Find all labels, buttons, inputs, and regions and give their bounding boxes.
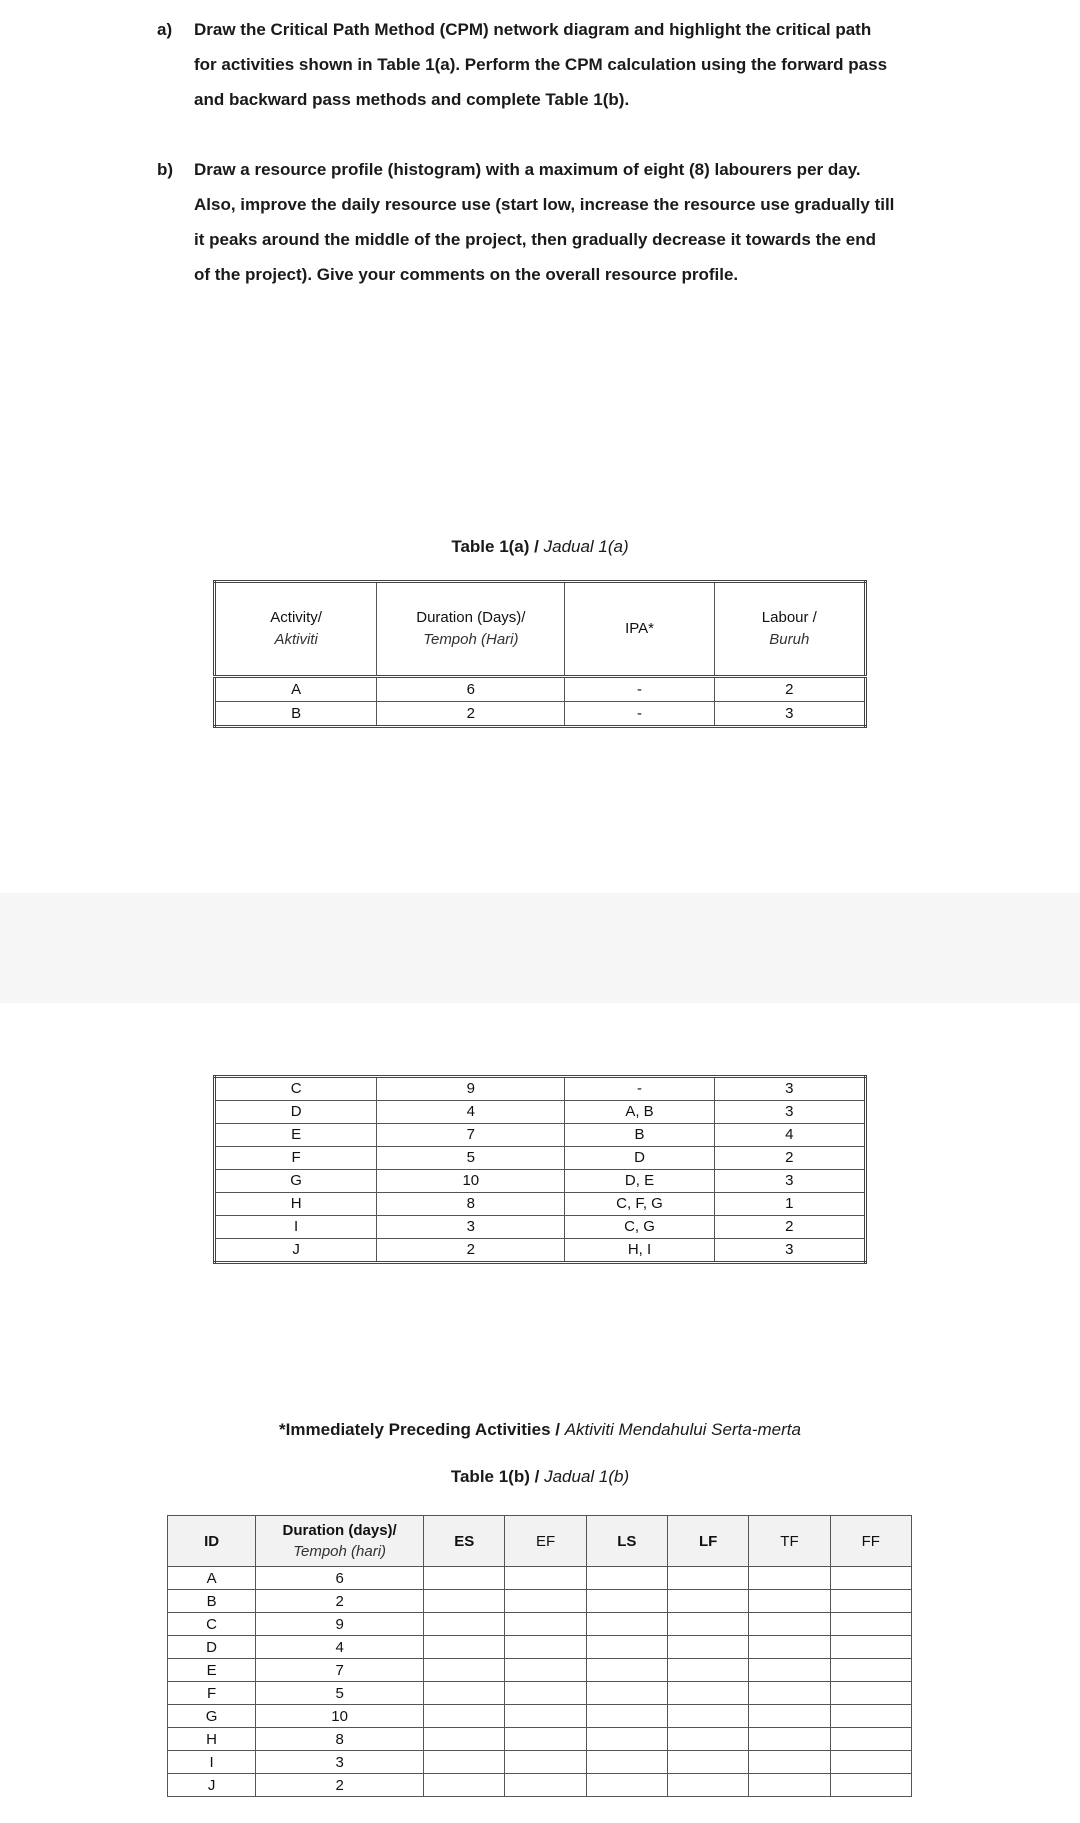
cell-activity: E (215, 1124, 377, 1147)
cell-labour: 3 (714, 1239, 865, 1263)
cell-activity: C (215, 1077, 377, 1101)
cell-ipa: - (565, 702, 714, 727)
cell-ef[interactable] (505, 1774, 586, 1797)
table-row (168, 1682, 912, 1705)
cell-activity: H (215, 1193, 377, 1216)
header-duration-my: Tempoh (Hari) (423, 631, 519, 648)
cell-id: A (168, 1567, 256, 1590)
cell-ipa: D, E (565, 1170, 714, 1193)
cell-duration: 5 (256, 1682, 424, 1705)
cell-ipa: B (565, 1124, 714, 1147)
cell-ff[interactable] (830, 1705, 911, 1728)
table-row (168, 1636, 912, 1659)
table-row (215, 677, 866, 702)
header-labour-en: Labour / (761, 609, 817, 626)
cell-ipa: D (565, 1147, 714, 1170)
header-labour-my: Buruh (769, 631, 810, 648)
cell-lf[interactable] (668, 1751, 749, 1774)
cell-lf[interactable] (668, 1590, 749, 1613)
cell-ef[interactable] (505, 1705, 586, 1728)
cell-activity: G (215, 1170, 377, 1193)
cell-duration: 8 (377, 1193, 565, 1216)
cell-ff[interactable] (830, 1774, 911, 1797)
cell-labour: 3 (714, 1170, 865, 1193)
header-ipa (565, 582, 714, 677)
cell-activity: B (215, 702, 377, 727)
cell-id: I (168, 1751, 256, 1774)
question-b-line: it peaks around the middle of the project, then gradually decrease it towards the end (194, 230, 877, 249)
table-header-row (215, 582, 866, 677)
header-es-text: ES (454, 1532, 475, 1550)
cell-lf[interactable] (668, 1705, 749, 1728)
header-id-text: ID (204, 1532, 220, 1550)
table-row (168, 1567, 912, 1590)
cell-ff[interactable] (830, 1659, 911, 1682)
table-1a-caption-en: Table 1(a) / (451, 537, 539, 556)
table-row (168, 1613, 912, 1636)
cell-lf[interactable] (668, 1774, 749, 1797)
header-lf-text: LF (698, 1532, 718, 1550)
header-id (168, 1516, 256, 1567)
cell-labour: 3 (714, 702, 865, 727)
header-duration (377, 582, 565, 677)
cell-ef[interactable] (505, 1751, 586, 1774)
cell-ff[interactable] (830, 1751, 911, 1774)
question-b-line: Draw a resource profile (histogram) with a maximum of eight (8) labourers per day. (194, 160, 861, 179)
cell-ipa: C, F, G (565, 1193, 714, 1216)
cell-id: C (168, 1613, 256, 1636)
cell-lf[interactable] (668, 1636, 749, 1659)
cell-tf[interactable] (749, 1728, 830, 1751)
cell-es[interactable] (424, 1751, 505, 1774)
cell-ls[interactable] (586, 1705, 667, 1728)
cell-duration: 9 (256, 1613, 424, 1636)
question-a (157, 12, 960, 117)
footnote-my: Aktiviti Mendahului Serta-merta (564, 1420, 801, 1439)
table-1b-caption (0, 1467, 1080, 1487)
table-1a-bottom (213, 1075, 867, 1264)
header-activity-en: Activity/ (270, 609, 322, 626)
cell-duration: 2 (377, 702, 565, 727)
table-row (168, 1705, 912, 1728)
cell-ls[interactable] (586, 1751, 667, 1774)
cell-duration: 8 (256, 1728, 424, 1751)
cell-ls[interactable] (586, 1590, 667, 1613)
table-1b-caption-en: Table 1(b) / (450, 1467, 540, 1486)
cell-duration: 3 (256, 1751, 424, 1774)
question-b (157, 152, 960, 292)
question-b-line: Also, improve the daily resource use (start low, increase the resource use gradually till (194, 195, 895, 214)
cell-duration: 2 (256, 1590, 424, 1613)
table-row (215, 1077, 866, 1101)
cell-ff[interactable] (830, 1682, 911, 1705)
table-row (168, 1774, 912, 1797)
cell-duration: 2 (377, 1239, 565, 1263)
cell-ls[interactable] (586, 1636, 667, 1659)
cell-es[interactable] (424, 1705, 505, 1728)
header-duration-en: Duration (days)/ (282, 1522, 397, 1539)
cell-tf[interactable] (749, 1659, 830, 1682)
cell-tf[interactable] (749, 1613, 830, 1636)
cell-es[interactable] (424, 1590, 505, 1613)
cell-duration: 10 (256, 1705, 424, 1728)
table-row (168, 1728, 912, 1751)
cell-ipa: A, B (565, 1101, 714, 1124)
table-row (215, 1170, 866, 1193)
table-1a-caption (0, 537, 1080, 557)
cell-es[interactable] (424, 1613, 505, 1636)
cell-ipa: C, G (565, 1216, 714, 1239)
header-duration-my: Tempoh (hari) (293, 1543, 387, 1560)
cell-tf[interactable] (749, 1636, 830, 1659)
footnote-en: *Immediately Preceding Activities / (279, 1420, 560, 1439)
cell-labour: 2 (714, 677, 865, 702)
table-row (168, 1659, 912, 1682)
cell-ef[interactable] (505, 1682, 586, 1705)
cell-ff[interactable] (830, 1728, 911, 1751)
cell-es[interactable] (424, 1774, 505, 1797)
cell-id: J (168, 1774, 256, 1797)
table-row (215, 1239, 866, 1263)
question-b-line: of the project). Give your comments on the overall resource profile. (194, 265, 739, 284)
cell-es[interactable] (424, 1682, 505, 1705)
cell-id: B (168, 1590, 256, 1613)
header-ef-text: EF (535, 1532, 556, 1550)
cell-activity: F (215, 1147, 377, 1170)
header-ff-text: FF (861, 1532, 880, 1550)
question-b-label: b) (157, 160, 174, 179)
table-1b (167, 1515, 912, 1797)
table-row (215, 1216, 866, 1239)
cell-duration: 6 (377, 677, 565, 702)
header-ef (505, 1516, 586, 1567)
cell-id: H (168, 1728, 256, 1751)
cell-activity: D (215, 1101, 377, 1124)
cell-ls[interactable] (586, 1567, 667, 1590)
cell-id: D (168, 1636, 256, 1659)
cell-ipa: H, I (565, 1239, 714, 1263)
header-ls (586, 1516, 667, 1567)
cell-tf[interactable] (749, 1590, 830, 1613)
question-a-label: a) (157, 20, 173, 39)
header-duration (256, 1516, 424, 1567)
cell-id: F (168, 1682, 256, 1705)
cell-ef[interactable] (505, 1659, 586, 1682)
cell-tf[interactable] (749, 1751, 830, 1774)
cell-duration: 7 (377, 1124, 565, 1147)
header-tf (749, 1516, 830, 1567)
cell-duration: 7 (256, 1659, 424, 1682)
table-row (215, 1147, 866, 1170)
table-header-row (168, 1516, 912, 1567)
cell-duration: 3 (377, 1216, 565, 1239)
question-a-line: Draw the Critical Path Method (CPM) network diagram and highlight the critical path (194, 20, 872, 39)
cell-duration: 5 (377, 1147, 565, 1170)
cell-ipa: - (565, 677, 714, 702)
cell-lf[interactable] (668, 1659, 749, 1682)
cell-labour: 2 (714, 1216, 865, 1239)
header-activity-my: Aktiviti (274, 631, 318, 648)
header-ls-text: LS (617, 1532, 637, 1550)
question-a-line: and backward pass methods and complete Table 1(b). (194, 90, 630, 109)
question-a-line: for activities shown in Table 1(a). Perform the CPM calculation using the forward pass (194, 55, 888, 74)
table-row (215, 1124, 866, 1147)
cell-labour: 3 (714, 1101, 865, 1124)
cell-duration: 4 (377, 1101, 565, 1124)
cell-duration: 4 (256, 1636, 424, 1659)
table-1a-top (213, 580, 867, 728)
cell-es[interactable] (424, 1636, 505, 1659)
header-ff (830, 1516, 911, 1567)
cell-es[interactable] (424, 1567, 505, 1590)
header-tf-text: TF (780, 1532, 799, 1550)
header-labour (714, 582, 865, 677)
ipa-footnote (0, 1420, 1080, 1440)
cell-duration: 9 (377, 1077, 565, 1101)
header-es (424, 1516, 505, 1567)
cell-labour: 3 (714, 1077, 865, 1101)
cell-ls[interactable] (586, 1774, 667, 1797)
table-1a-caption-my: Jadual 1(a) (543, 537, 629, 556)
cell-ipa: - (565, 1077, 714, 1101)
table-row (168, 1751, 912, 1774)
cell-ff[interactable] (830, 1590, 911, 1613)
cell-id: G (168, 1705, 256, 1728)
table-1b-caption-my: Jadual 1(b) (544, 1467, 630, 1486)
cell-tf[interactable] (749, 1774, 830, 1797)
cell-ef[interactable] (505, 1613, 586, 1636)
cell-lf[interactable] (668, 1567, 749, 1590)
cell-ef[interactable] (505, 1590, 586, 1613)
cell-es[interactable] (424, 1728, 505, 1751)
cell-ef[interactable] (505, 1728, 586, 1751)
cell-lf[interactable] (668, 1682, 749, 1705)
cell-activity: I (215, 1216, 377, 1239)
cell-tf[interactable] (749, 1567, 830, 1590)
cell-labour: 2 (714, 1147, 865, 1170)
cell-ef[interactable] (505, 1636, 586, 1659)
header-lf (668, 1516, 749, 1567)
cell-ef[interactable] (505, 1567, 586, 1590)
header-duration-en: Duration (Days)/ (416, 609, 526, 626)
cell-ls[interactable] (586, 1682, 667, 1705)
cell-tf[interactable] (749, 1682, 830, 1705)
header-activity (215, 582, 377, 677)
cell-activity: J (215, 1239, 377, 1263)
cell-duration: 2 (256, 1774, 424, 1797)
cell-es[interactable] (424, 1659, 505, 1682)
table-row (215, 702, 866, 727)
cell-tf[interactable] (749, 1705, 830, 1728)
table-row (168, 1590, 912, 1613)
cell-ff[interactable] (830, 1636, 911, 1659)
cell-ls[interactable] (586, 1613, 667, 1636)
cell-duration: 6 (256, 1567, 424, 1590)
table-row (215, 1101, 866, 1124)
cell-activity: A (215, 677, 377, 702)
table-row (215, 1193, 866, 1216)
cell-labour: 1 (714, 1193, 865, 1216)
cell-lf[interactable] (668, 1613, 749, 1636)
cell-lf[interactable] (668, 1728, 749, 1751)
header-ipa-text: IPA* (625, 620, 654, 637)
page-break-band (0, 893, 1080, 1003)
cell-ff[interactable] (830, 1567, 911, 1590)
cell-ls[interactable] (586, 1659, 667, 1682)
cell-labour: 4 (714, 1124, 865, 1147)
cell-id: E (168, 1659, 256, 1682)
cell-duration: 10 (377, 1170, 565, 1193)
cell-ls[interactable] (586, 1728, 667, 1751)
cell-ff[interactable] (830, 1613, 911, 1636)
